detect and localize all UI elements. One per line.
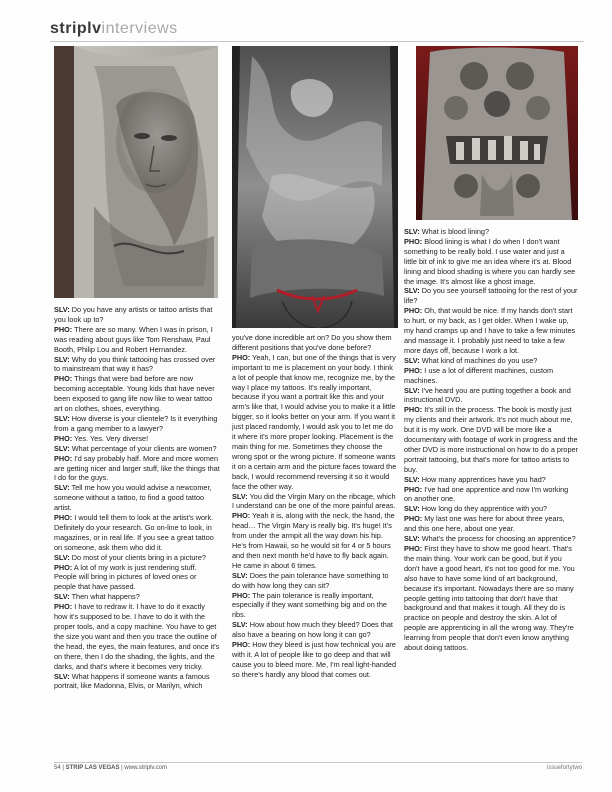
- speaker-label: SLV:: [404, 504, 420, 514]
- speaker-label: SLV:: [54, 592, 70, 602]
- interview-paragraph: [404, 386, 578, 406]
- speaker-label: PHO:: [54, 602, 73, 612]
- speaker-label: SLV:: [232, 570, 248, 580]
- speaker-label: SLV:: [232, 491, 248, 501]
- interview-text: I have to redraw it. I have to do it exactly how it's supposed to be. I have to do it with the proper tools, and a copy machine. You have to get the size you want and then you trace the outline of the head, the eyes, the main features, and once it's on there, then I do the shading, the lights, and the darks, and that's where it becomes very tricky.: [54, 602, 220, 671]
- interview-paragraph: [54, 325, 220, 355]
- interview-paragraph: [54, 672, 220, 692]
- interview-paragraph: [54, 374, 220, 414]
- interview-paragraph: [54, 602, 220, 671]
- speaker-label: PHO:: [232, 640, 251, 650]
- interview-paragraph: [404, 306, 578, 356]
- interview-paragraph: [54, 414, 220, 434]
- speaker-label: SLV:: [54, 413, 70, 423]
- interview-paragraph: [232, 492, 398, 512]
- interview-paragraph: [54, 563, 220, 593]
- interview-text: I'd say probably half. More and more women are getting nicer and larger stuff, like the things that I do for the guys.: [54, 453, 220, 483]
- interview-paragraph: [54, 454, 220, 484]
- interview-text: There are so many. When I was in prison, I was reading about guys like Tom Renshaw, Paul Booth, Philip Lou and Robert Hernandez.: [54, 324, 213, 354]
- speaker-label: SLV:: [404, 534, 420, 544]
- interview-paragraph: [404, 544, 578, 653]
- speaker-label: SLV:: [404, 355, 420, 365]
- speaker-label: PHO:: [404, 514, 423, 524]
- interview-text: How many apprentices have you had?: [421, 474, 546, 484]
- speaker-label: PHO:: [232, 352, 251, 362]
- speaker-label: PHO:: [54, 453, 73, 463]
- header-brand: striplv: [50, 20, 102, 37]
- interview-text: What's the process for choosing an apprentice?: [421, 534, 576, 544]
- interview-paragraph: [232, 571, 398, 591]
- interview-text: Yeah it is, along with the neck, the hand, the head… The Virgin Mary is really big. It's huge! It's from under the armpit all the way down his hip. He's from Hawaii, so he would sit for 4 or 5 hours and then next month he'd have to fly back again. He came in about 6 times.: [232, 511, 395, 570]
- interview-paragraph: [54, 305, 220, 325]
- issue-label: issuefortytwo: [546, 765, 582, 771]
- speaker-label: SLV:: [54, 671, 70, 681]
- interview-text: The pain tolerance is really important, especially if they want something big and on the ribs.: [232, 590, 387, 620]
- speaker-label: PHO:: [404, 365, 423, 375]
- interview-text: It's still in the process. The book is mostly just my clients and their artwork. It's not much about me, but it is my work. One DVD will be more like a documentary with footage of work in progress and the other DVD is more instructional on how to do a proper portrait tattooing, but that's more for tattoo artists to buy.: [404, 405, 578, 474]
- interview-text: Then what happens?: [71, 592, 140, 602]
- text-column-3: [404, 227, 578, 653]
- speaker-label: PHO:: [54, 374, 73, 384]
- interview-paragraph: [232, 620, 398, 640]
- interview-text: Things that were bad before are now becoming acceptable. Young kids that have never been exposed to gang life now like to wear tattoo art on clothes, shoes, everything.: [54, 374, 215, 414]
- speaker-label: PHO:: [54, 513, 73, 523]
- interview-text: Do you see yourself tattooing for the rest of your life?: [404, 286, 578, 306]
- interview-text: I would tell them to look at the artist's work. Definitely do your research. Go on-line to look, in magazines, or in real life. If you see a great tattoo on someone, ask them who did it.: [54, 513, 214, 552]
- speaker-label: PHO:: [232, 511, 251, 521]
- speaker-label: PHO:: [404, 405, 423, 415]
- interview-paragraph: [404, 366, 578, 386]
- interview-text: I've heard you are putting together a book and instructional DVD.: [404, 385, 571, 405]
- interview-text: What kind of machines do you use?: [421, 355, 538, 365]
- speaker-label: SLV:: [404, 385, 420, 395]
- tattoo-photo-virgin-mary: [54, 46, 218, 298]
- interview-paragraph: [404, 475, 578, 485]
- footer-divider: [54, 762, 582, 763]
- speaker-label: PHO:: [404, 236, 423, 246]
- interview-paragraph: [54, 355, 220, 375]
- interview-text: What percentage of your clients are women?: [71, 443, 217, 453]
- interview-text: Do you have any artists or tattoo artists that you look up to?: [54, 305, 213, 324]
- interview-paragraph: [54, 592, 220, 602]
- magazine-name: STRIP LAS VEGAS: [65, 765, 120, 771]
- speaker-label: SLV:: [404, 474, 420, 484]
- footer-left: 54 | STRIP LAS VEGAS | www.striplv.com: [54, 765, 167, 771]
- speaker-label: SLV:: [54, 443, 70, 453]
- header-divider: [50, 41, 584, 42]
- speaker-label: SLV:: [54, 305, 70, 314]
- interview-paragraph: [404, 286, 578, 306]
- speaker-label: SLV:: [54, 483, 70, 493]
- speaker-label: PHO:: [404, 544, 423, 553]
- interview-paragraph: [54, 483, 220, 513]
- interview-paragraph: [54, 434, 220, 444]
- speaker-label: SLV:: [54, 552, 70, 562]
- interview-text: First they have to show me good heart. That's the main thing. Your work can be good, but if you don't have a good heart, it's not too good for me. You also have to have some kind of art background, because it's important. Nowadays there are so many people getting into tattooing that don't have that background and that makes it tough. All they do is practice on people and destroy the skin. A lot of people are apprenticing in all the wrong way. They're learning from people that don't even know anything about doing tattoos.: [404, 544, 575, 653]
- speaker-label: SLV:: [54, 354, 70, 364]
- speaker-label: PHO:: [54, 433, 73, 443]
- interview-text: How diverse is your clientele? Is it everything from a gang member to a lawyer?: [54, 413, 218, 433]
- interview-paragraph: [404, 485, 578, 505]
- interview-text: How they bleed is just how technical you are with it. A lot of people like to go deep and that will cause you to bleed more. Me, I'm real light-handed so there's hardly any blood that comes out.: [232, 640, 397, 679]
- interview-paragraph: [54, 553, 220, 563]
- interview-text: you've done incredible art on? Do you show them different positions that you've done before?: [232, 333, 392, 352]
- speaker-label: PHO:: [232, 590, 251, 600]
- interview-paragraph: [54, 513, 220, 553]
- interview-text: Yes. Yes. Very diverse!: [74, 433, 149, 443]
- text-column-1: [54, 305, 220, 691]
- interview-paragraph: [404, 504, 578, 514]
- interview-text: Tell me how you would advise a newcomer, someone without a tattoo, to find a good tattoo artist.: [54, 483, 212, 513]
- interview-text: Oh, that would be nice. If my hands don't start to hurt, or my back, as I get older. When I wake up, my hand cramps up and I have to take a few minutes and massage it. I probably just need to take a few more days off, because I work a lot.: [404, 306, 576, 355]
- interview-text: How about how much they bleed? Does that also have a bearing on how long it can go?: [232, 620, 393, 640]
- speaker-label: PHO:: [404, 306, 423, 316]
- interview-paragraph: [232, 333, 398, 353]
- page-header: [50, 20, 178, 42]
- interview-text: Do most of your clients bring in a picture?: [71, 552, 206, 562]
- interview-paragraph: [232, 511, 398, 570]
- speaker-label: PHO:: [54, 562, 73, 572]
- interview-text: Does the pain tolerance have something to do with how long they can sit?: [232, 570, 389, 590]
- text-column-2: [232, 333, 398, 680]
- interview-paragraph: [232, 640, 398, 680]
- interview-paragraph: [404, 237, 578, 287]
- speaker-label: PHO:: [54, 324, 73, 334]
- speaker-label: SLV:: [232, 620, 248, 630]
- tattoo-photo-back-piece: [232, 46, 398, 328]
- interview-text: Why do you think tattooing has crossed over to mainstream that way it has?: [54, 354, 216, 374]
- interview-text: Yeah, I can, but one of the things that is very important to me is placement on your body. I think a lot of people that know me, recognize me, by the way I place my tattoos. It's really important, because if you want a portrait like this and your arm's like that, I would advise you to make it a little bigger, so it looks better on your arm. If you want it just placed randomly, I would ask you to let me do it where it's more proper looking. Placement is the main thing for me. Sometimes they choose the wrong spot or the wrong picture. If someone wants it on a certain arm and the picture faces toward the back, I would recommend reversing it so it would face the other way.: [232, 352, 397, 491]
- interview-text: What happens if someone wants a famous portrait, like Madonna, Elvis, or Marilyn, which: [54, 671, 210, 691]
- page-number: 54: [54, 765, 61, 771]
- header-section: interviews: [101, 20, 178, 37]
- magazine-url[interactable]: www.striplv.com: [124, 765, 167, 771]
- interview-paragraph: [404, 227, 578, 237]
- interview-text: You did the Virgin Mary on the ribcage, which I understand can be one of the more painful areas.: [232, 491, 396, 511]
- interview-text: I use a lot of different machines, custom machines.: [404, 365, 554, 385]
- speaker-label: SLV:: [404, 286, 420, 296]
- speaker-label: SLV:: [404, 227, 420, 236]
- interview-text: What is blood lining?: [421, 227, 490, 236]
- speaker-label: PHO:: [404, 484, 423, 494]
- interview-paragraph: [404, 405, 578, 474]
- interview-text: My last one was here for about three years, and this one here, about one year.: [404, 514, 565, 534]
- interview-text: A lot of my work is just rendering stuff. People will bring in pictures of loved ones or people that have passed.: [54, 562, 197, 592]
- interview-paragraph: [232, 353, 398, 492]
- interview-paragraph: [232, 591, 398, 621]
- interview-paragraph: [404, 514, 578, 534]
- tattoo-photo-portraits-back: [416, 46, 578, 220]
- interview-paragraph: [404, 534, 578, 544]
- interview-text: I've had one apprentice and now I'm working on another one.: [404, 484, 569, 504]
- interview-paragraph: [54, 444, 220, 454]
- interview-text: Blood lining is what I do when I don't want something to be really bold. I use water and just a little bit of ink to give me an idea where it's at. Blood lining and blood shading is where you can hardly see the image. It's almost like a ghost image.: [404, 236, 576, 286]
- page-footer: [54, 762, 582, 774]
- interview-paragraph: [404, 356, 578, 366]
- interview-text: How long do they apprentice with you?: [421, 504, 548, 514]
